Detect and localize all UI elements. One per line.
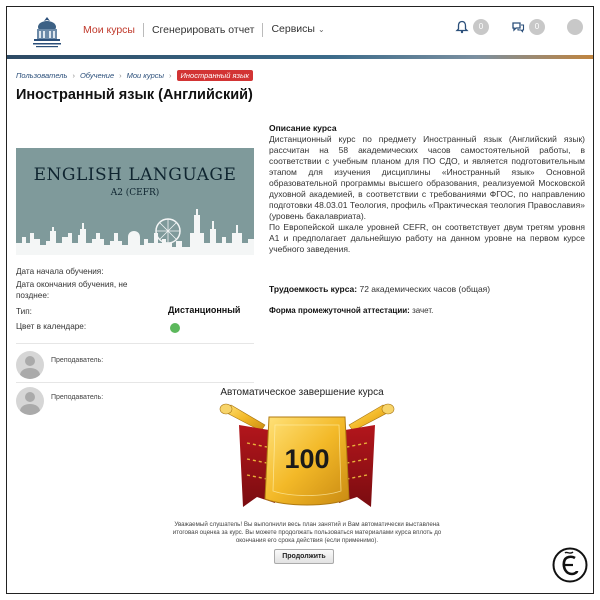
nav-services-label: Сервисы	[271, 23, 315, 35]
top-navigation-bar	[7, 7, 593, 57]
calendar-color-label: Цвет в календаре:	[16, 322, 87, 331]
nav-my-courses[interactable]: Мои курсы	[83, 23, 135, 36]
teacher-label: Преподаватель:	[51, 357, 104, 364]
breadcrumb-separator: ›	[72, 71, 75, 80]
end-date-label-line1: Дата окончания обучения, не	[16, 280, 128, 289]
chat-icon[interactable]	[511, 20, 525, 34]
teacher-avatar[interactable]	[16, 351, 44, 379]
assessment-label: Форма промежуточной аттестации:	[269, 306, 410, 315]
workload-value: 72 академических часов (общая)	[359, 284, 491, 294]
watermark-logo	[552, 547, 588, 583]
end-date-label-line2: позднее:	[16, 291, 50, 300]
academy-logo[interactable]	[29, 15, 65, 49]
completion-title: Автоматическое завершение курса	[220, 387, 384, 398]
assessment-line	[269, 306, 589, 315]
notifications-badge[interactable]: 0	[473, 19, 489, 35]
workload-line	[269, 284, 589, 294]
course-banner	[16, 148, 254, 255]
header-actions	[455, 19, 583, 35]
type-value: Дистанционный	[168, 305, 241, 315]
messages-badge[interactable]: 0	[529, 19, 545, 35]
breadcrumb-current: Иностранный язык	[177, 70, 254, 81]
start-date-label: Дата начала обучения:	[16, 267, 104, 276]
user-avatar[interactable]	[567, 19, 583, 35]
divider	[16, 382, 254, 383]
teacher-avatar[interactable]	[16, 387, 44, 415]
breadcrumb-user[interactable]: Пользователь	[16, 71, 68, 80]
chevron-down-icon: ⌄	[317, 25, 325, 34]
course-description	[269, 123, 585, 255]
type-label: Тип:	[16, 307, 32, 316]
banner-title: ENGLISH LANGUAGE	[33, 165, 237, 185]
calendar-color-swatch	[170, 323, 180, 333]
london-skyline-image	[16, 203, 254, 255]
breadcrumb-my-courses[interactable]: Мои курсы	[126, 71, 165, 80]
description-paragraph: По Европейской шкале уровней CEFR, он соответствует двум третям уровня А1 и предполагает дальнейшую работу на данном уровне на первом курсе учебного заведения.	[269, 222, 585, 254]
banner-subtitle: A2 (CEFR)	[110, 188, 160, 198]
description-paragraph: Дистанционный курс по предмету Иностранный язык (Английский язык) рассчитан на 58 академических часов самостоятельной работы, в соответствии с учебным планом для ПО СДО, и является подготовительным этапом для изучения дисциплины «Иностранный язык» Основной образовательной программы высшего образования, реализуемой Московской духовной академией, в соответствии с требованиями ФГОС, по направлению подготовки 48.03.01 Теология, профиль «Практическая теология Православия» (уровень бакалавриата).	[269, 134, 586, 221]
divider	[16, 343, 254, 344]
nav-services[interactable]	[263, 22, 332, 37]
breadcrumb-learning[interactable]: Обучение	[79, 71, 115, 80]
breadcrumb	[16, 70, 253, 81]
breadcrumb-separator: ›	[169, 71, 172, 80]
completion-notice: Уважаемый слушатель! Вы выполнили весь план занятий и Вам автоматически выставлена итоговая оценка за курс. Вы можете продолжать пользоваться материалами курса вплоть до окончания его срока действия (если применимо).	[172, 521, 442, 544]
page-frame	[6, 6, 594, 594]
workload-label: Трудоемкость курса:	[269, 284, 358, 294]
breadcrumb-separator: ›	[119, 71, 122, 80]
header-stripe	[7, 55, 593, 59]
final-score: 100	[284, 444, 330, 474]
main-nav	[83, 22, 333, 37]
teacher-label: Преподаватель:	[51, 394, 104, 401]
bell-icon[interactable]	[455, 20, 469, 34]
continue-button[interactable]: Продолжить	[274, 549, 334, 564]
description-heading: Описание курса	[269, 123, 337, 133]
assessment-value: зачет.	[412, 306, 434, 315]
nav-generate-report[interactable]: Сгенерировать отчет	[151, 23, 255, 36]
page-title: Иностранный язык (Английский)	[16, 87, 253, 103]
